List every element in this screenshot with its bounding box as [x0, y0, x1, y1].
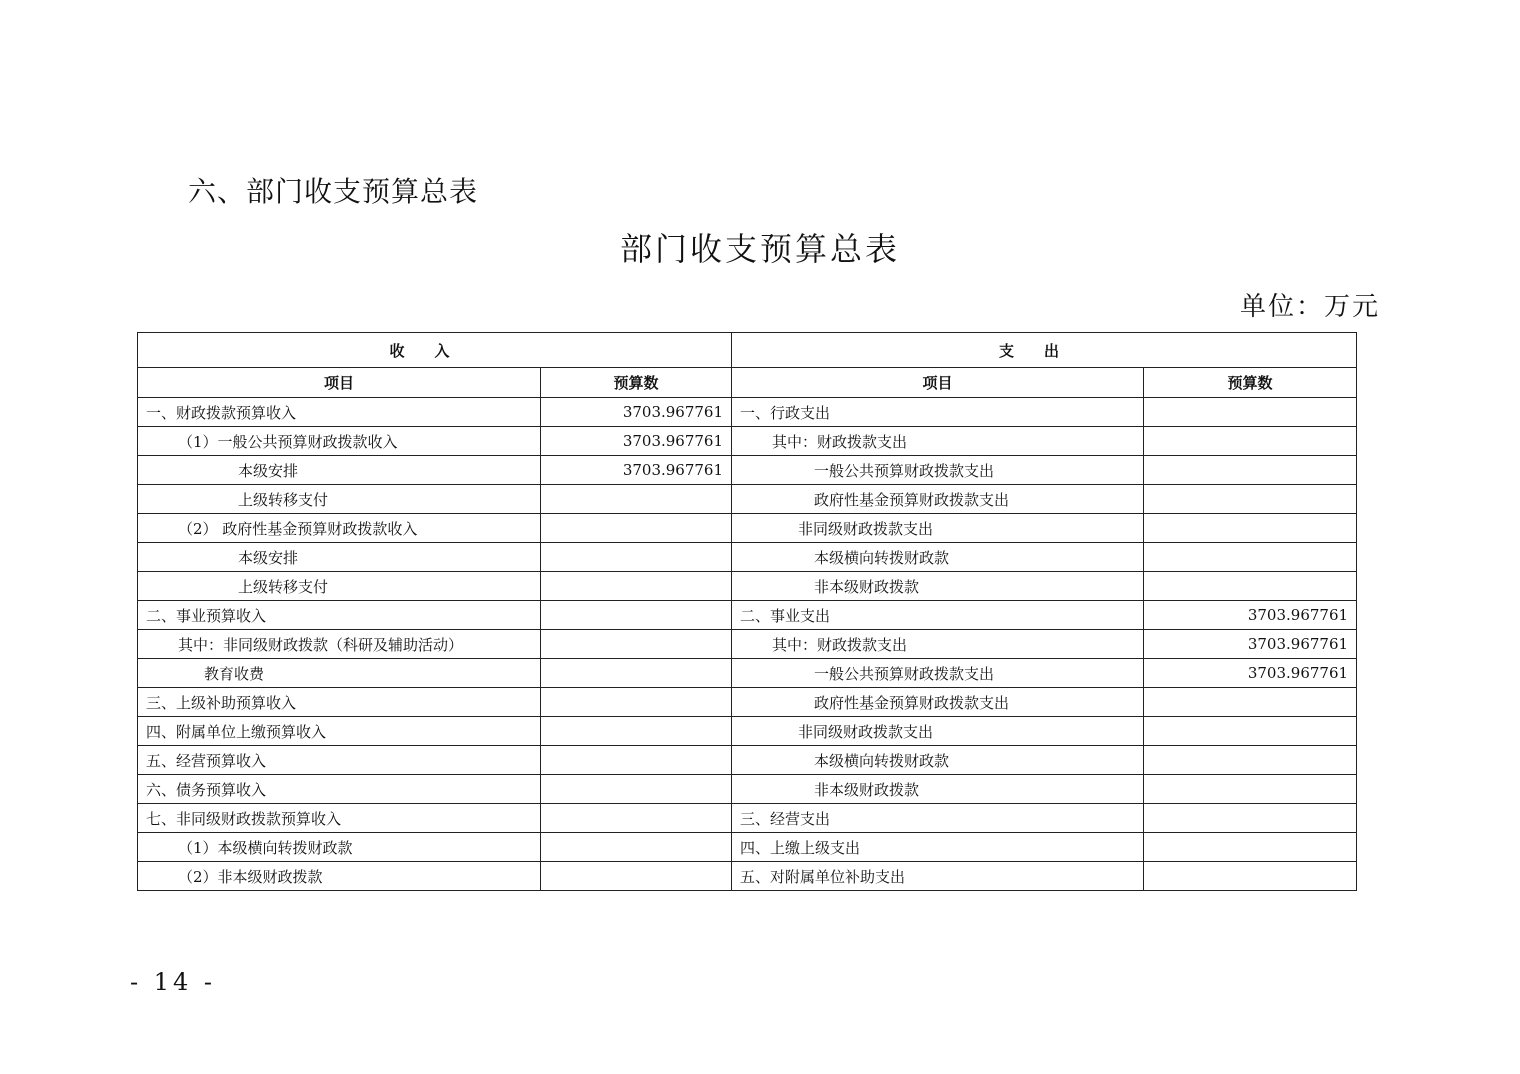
expense-value: 3703.967761	[1144, 630, 1357, 659]
expense-value	[1144, 514, 1357, 543]
income-item: 其中：非同级财政拨款（科研及辅助活动）	[138, 630, 541, 659]
table-row	[138, 601, 1357, 630]
income-value	[541, 572, 732, 601]
expense-value: 3703.967761	[1144, 601, 1357, 630]
income-item: （1）本级横向转拨财政款	[138, 833, 541, 862]
expense-item: 非本级财政拨款	[732, 572, 1144, 601]
expense-item: 政府性基金预算财政拨款支出	[732, 485, 1144, 514]
expense-item: 一般公共预算财政拨款支出	[732, 659, 1144, 688]
expense-item: 非本级财政拨款	[732, 775, 1144, 804]
section-heading: 六、部门收支预算总表	[188, 175, 479, 208]
table-row	[138, 659, 1357, 688]
income-item: 四、附属单位上缴预算收入	[138, 717, 541, 746]
expense-item: 本级横向转拨财政款	[732, 746, 1144, 775]
expense-item: 本级横向转拨财政款	[732, 543, 1144, 572]
income-value	[541, 717, 732, 746]
income-value	[541, 659, 732, 688]
expense-item: 一、行政支出	[732, 398, 1144, 427]
income-value: 3703.967761	[541, 427, 732, 456]
expense-value	[1144, 717, 1357, 746]
table-row	[138, 514, 1357, 543]
expense-item: 二、事业支出	[732, 601, 1144, 630]
expense-value	[1144, 775, 1357, 804]
expense-value	[1144, 485, 1357, 514]
income-item: 教育收费	[138, 659, 541, 688]
expense-item: 非同级财政拨款支出	[732, 514, 1144, 543]
income-value	[541, 514, 732, 543]
table-row	[138, 398, 1357, 427]
income-item: 七、非同级财政拨款预算收入	[138, 804, 541, 833]
expense-value	[1144, 833, 1357, 862]
income-value	[541, 775, 732, 804]
table-row	[138, 862, 1357, 891]
expense-group-header: 支出	[732, 333, 1357, 368]
table-row	[138, 630, 1357, 659]
expense-item: 其中：财政拨款支出	[732, 630, 1144, 659]
income-group-header: 收入	[138, 333, 732, 368]
income-item: 三、上级补助预算收入	[138, 688, 541, 717]
income-value	[541, 543, 732, 572]
expense-value	[1144, 398, 1357, 427]
expense-value	[1144, 746, 1357, 775]
expense-item: 三、经营支出	[732, 804, 1144, 833]
income-value-header: 预算数	[541, 368, 732, 398]
income-item: （2）非本级财政拨款	[138, 862, 541, 891]
income-item: （2） 政府性基金预算财政拨款收入	[138, 514, 541, 543]
expense-value: 3703.967761	[1144, 659, 1357, 688]
income-value: 3703.967761	[541, 398, 732, 427]
expense-item: 四、上缴上级支出	[732, 833, 1144, 862]
expense-item: 一般公共预算财政拨款支出	[732, 456, 1144, 485]
expense-item-header: 项目	[732, 368, 1144, 398]
expense-value	[1144, 862, 1357, 891]
income-value	[541, 804, 732, 833]
expense-value	[1144, 427, 1357, 456]
expense-item: 非同级财政拨款支出	[732, 717, 1144, 746]
income-value	[541, 746, 732, 775]
income-item: 一、财政拨款预算收入	[138, 398, 541, 427]
income-item: 本级安排	[138, 456, 541, 485]
income-value	[541, 485, 732, 514]
income-value	[541, 833, 732, 862]
budget-summary-table	[137, 332, 1357, 891]
income-item: 本级安排	[138, 543, 541, 572]
income-value	[541, 688, 732, 717]
table-row	[138, 456, 1357, 485]
income-value	[541, 630, 732, 659]
income-item: 上级转移支付	[138, 572, 541, 601]
unit-label: 单位：万元	[1239, 292, 1380, 322]
table-row	[138, 717, 1357, 746]
expense-value	[1144, 456, 1357, 485]
table-row	[138, 485, 1357, 514]
income-item-header: 项目	[138, 368, 541, 398]
table-row	[138, 833, 1357, 862]
expense-item: 政府性基金预算财政拨款支出	[732, 688, 1144, 717]
income-value	[541, 862, 732, 891]
table-row	[138, 688, 1357, 717]
expense-value-header: 预算数	[1144, 368, 1357, 398]
income-item: （1）一般公共预算财政拨款收入	[138, 427, 541, 456]
table-title: 部门收支预算总表	[619, 230, 900, 268]
expense-value	[1144, 543, 1357, 572]
income-item: 上级转移支付	[138, 485, 541, 514]
expense-value	[1144, 572, 1357, 601]
income-item: 二、事业预算收入	[138, 601, 541, 630]
expense-item: 其中：财政拨款支出	[732, 427, 1144, 456]
table-row	[138, 572, 1357, 601]
table-row	[138, 804, 1357, 833]
table-row	[138, 427, 1357, 456]
table-row	[138, 746, 1357, 775]
income-value	[541, 601, 732, 630]
expense-item: 五、对附属单位补助支出	[732, 862, 1144, 891]
income-value: 3703.967761	[541, 456, 732, 485]
expense-value	[1144, 804, 1357, 833]
income-item: 五、经营预算收入	[138, 746, 541, 775]
table-row	[138, 775, 1357, 804]
page-number: - 14 -	[130, 968, 217, 996]
income-item: 六、债务预算收入	[138, 775, 541, 804]
expense-value	[1144, 688, 1357, 717]
table-row	[138, 543, 1357, 572]
